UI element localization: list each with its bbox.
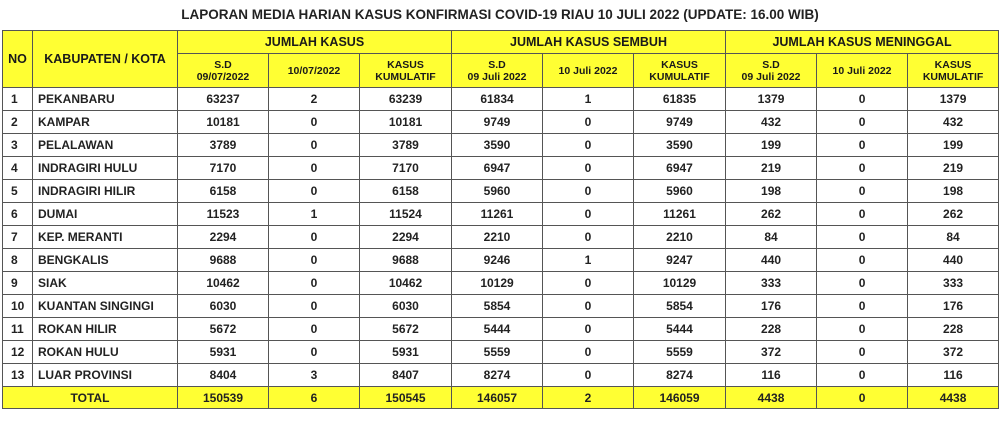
subheader-line: 09 Juli 2022 bbox=[741, 70, 801, 83]
value-cell: 6030 bbox=[178, 295, 269, 318]
value-cell: 0 bbox=[817, 226, 908, 249]
value-cell: 11523 bbox=[178, 203, 269, 226]
value-cell: 8274 bbox=[634, 364, 726, 387]
subheader-line: KUMULATIF bbox=[649, 70, 710, 83]
table-row bbox=[3, 203, 999, 226]
row-number: 2 bbox=[3, 111, 33, 134]
value-cell: 219 bbox=[726, 157, 817, 180]
row-number: 6 bbox=[3, 203, 33, 226]
value-cell: 6158 bbox=[360, 180, 452, 203]
row-number: 10 bbox=[3, 295, 33, 318]
value-cell: 10181 bbox=[360, 111, 452, 134]
value-cell: 0 bbox=[543, 341, 634, 364]
value-cell: 8274 bbox=[452, 364, 543, 387]
value-cell: 198 bbox=[908, 180, 999, 203]
header-group-deaths: JUMLAH KASUS MENINGGAL bbox=[726, 31, 999, 54]
value-cell: 0 bbox=[543, 318, 634, 341]
table-row bbox=[3, 157, 999, 180]
region-name: KAMPAR bbox=[33, 111, 178, 134]
table-row bbox=[3, 295, 999, 318]
value-cell: 333 bbox=[726, 272, 817, 295]
value-cell: 10462 bbox=[178, 272, 269, 295]
value-cell: 228 bbox=[726, 318, 817, 341]
table-row bbox=[3, 341, 999, 364]
value-cell: 10129 bbox=[634, 272, 726, 295]
region-name: INDRAGIRI HILIR bbox=[33, 180, 178, 203]
value-cell: 0 bbox=[817, 134, 908, 157]
value-cell: 9247 bbox=[634, 249, 726, 272]
header-region: KABUPATEN / KOTA bbox=[33, 31, 178, 88]
value-cell: 0 bbox=[269, 157, 360, 180]
value-cell: 219 bbox=[908, 157, 999, 180]
value-cell: 2210 bbox=[452, 226, 543, 249]
value-cell: 2294 bbox=[178, 226, 269, 249]
value-cell: 7170 bbox=[360, 157, 452, 180]
value-cell: 10462 bbox=[360, 272, 452, 295]
value-cell: 5559 bbox=[634, 341, 726, 364]
subheader-3 bbox=[452, 54, 543, 88]
total-value: 4438 bbox=[726, 387, 817, 409]
total-value: 146057 bbox=[452, 387, 543, 409]
row-number: 1 bbox=[3, 88, 33, 111]
subheader-line: 10 Juli 2022 bbox=[558, 64, 618, 77]
value-cell: 61835 bbox=[634, 88, 726, 111]
value-cell: 0 bbox=[817, 88, 908, 111]
value-cell: 5931 bbox=[360, 341, 452, 364]
region-name: KEP. MERANTI bbox=[33, 226, 178, 249]
value-cell: 432 bbox=[726, 111, 817, 134]
header-no: NO bbox=[3, 31, 33, 88]
total-value: 0 bbox=[817, 387, 908, 409]
value-cell: 6158 bbox=[178, 180, 269, 203]
report-title: LAPORAN MEDIA HARIAN KASUS KONFIRMASI COVID-19 RIAU 10 JULI 2022 (UPDATE: 16.00 WIB) bbox=[181, 7, 819, 22]
value-cell: 3590 bbox=[452, 134, 543, 157]
value-cell: 228 bbox=[908, 318, 999, 341]
value-cell: 199 bbox=[726, 134, 817, 157]
table-row bbox=[3, 111, 999, 134]
total-value: 146059 bbox=[634, 387, 726, 409]
region-name: KUANTAN SINGINGI bbox=[33, 295, 178, 318]
value-cell: 262 bbox=[908, 203, 999, 226]
value-cell: 84 bbox=[726, 226, 817, 249]
total-label: TOTAL bbox=[3, 387, 178, 409]
table-row bbox=[3, 134, 999, 157]
header-group-cases: JUMLAH KASUS bbox=[178, 31, 452, 54]
value-cell: 61834 bbox=[452, 88, 543, 111]
value-cell: 0 bbox=[269, 111, 360, 134]
total-value: 150539 bbox=[178, 387, 269, 409]
value-cell: 0 bbox=[543, 180, 634, 203]
value-cell: 0 bbox=[269, 295, 360, 318]
value-cell: 11524 bbox=[360, 203, 452, 226]
value-cell: 5559 bbox=[452, 341, 543, 364]
value-cell: 0 bbox=[817, 364, 908, 387]
row-number: 5 bbox=[3, 180, 33, 203]
row-number: 3 bbox=[3, 134, 33, 157]
value-cell: 1379 bbox=[908, 88, 999, 111]
value-cell: 0 bbox=[817, 180, 908, 203]
value-cell: 0 bbox=[817, 157, 908, 180]
value-cell: 0 bbox=[817, 341, 908, 364]
row-number: 4 bbox=[3, 157, 33, 180]
total-value: 4438 bbox=[908, 387, 999, 409]
value-cell: 2294 bbox=[360, 226, 452, 249]
value-cell: 9246 bbox=[452, 249, 543, 272]
value-cell: 3 bbox=[269, 364, 360, 387]
total-value: 6 bbox=[269, 387, 360, 409]
value-cell: 8407 bbox=[360, 364, 452, 387]
value-cell: 262 bbox=[726, 203, 817, 226]
row-number: 12 bbox=[3, 341, 33, 364]
value-cell: 0 bbox=[817, 272, 908, 295]
subheader-2 bbox=[360, 54, 452, 88]
header-group-recovered: JUMLAH KASUS SEMBUH bbox=[452, 31, 726, 54]
subheader-line: KASUS bbox=[387, 58, 424, 71]
value-cell: 0 bbox=[269, 249, 360, 272]
value-cell: 432 bbox=[908, 111, 999, 134]
value-cell: 5672 bbox=[360, 318, 452, 341]
value-cell: 5931 bbox=[178, 341, 269, 364]
value-cell: 5854 bbox=[452, 295, 543, 318]
row-number: 8 bbox=[3, 249, 33, 272]
region-name: LUAR PROVINSI bbox=[33, 364, 178, 387]
value-cell: 0 bbox=[269, 272, 360, 295]
value-cell: 5444 bbox=[634, 318, 726, 341]
region-name: SIAK bbox=[33, 272, 178, 295]
value-cell: 176 bbox=[908, 295, 999, 318]
value-cell: 10181 bbox=[178, 111, 269, 134]
value-cell: 1 bbox=[543, 88, 634, 111]
subheader-8 bbox=[908, 54, 999, 88]
value-cell: 11261 bbox=[634, 203, 726, 226]
value-cell: 2210 bbox=[634, 226, 726, 249]
row-number: 13 bbox=[3, 364, 33, 387]
region-name: PEKANBARU bbox=[33, 88, 178, 111]
region-name: ROKAN HILIR bbox=[33, 318, 178, 341]
value-cell: 198 bbox=[726, 180, 817, 203]
value-cell: 0 bbox=[269, 341, 360, 364]
value-cell: 1 bbox=[543, 249, 634, 272]
value-cell: 10129 bbox=[452, 272, 543, 295]
row-number: 9 bbox=[3, 272, 33, 295]
total-value: 150545 bbox=[360, 387, 452, 409]
value-cell: 0 bbox=[817, 203, 908, 226]
value-cell: 0 bbox=[543, 111, 634, 134]
value-cell: 6947 bbox=[634, 157, 726, 180]
table-row bbox=[3, 88, 999, 111]
value-cell: 0 bbox=[817, 111, 908, 134]
covid-report-table bbox=[2, 30, 999, 409]
region-name: PELALAWAN bbox=[33, 134, 178, 157]
value-cell: 0 bbox=[817, 318, 908, 341]
value-cell: 372 bbox=[908, 341, 999, 364]
value-cell: 0 bbox=[269, 134, 360, 157]
region-name: INDRAGIRI HULU bbox=[33, 157, 178, 180]
subheader-line: KUMULATIF bbox=[922, 70, 984, 83]
value-cell: 5960 bbox=[452, 180, 543, 203]
region-name: BENGKALIS bbox=[33, 249, 178, 272]
value-cell: 63237 bbox=[178, 88, 269, 111]
value-cell: 0 bbox=[269, 226, 360, 249]
total-row bbox=[3, 387, 999, 409]
value-cell: 0 bbox=[543, 157, 634, 180]
subheader-5 bbox=[634, 54, 726, 88]
value-cell: 9688 bbox=[360, 249, 452, 272]
value-cell: 0 bbox=[269, 318, 360, 341]
value-cell: 84 bbox=[908, 226, 999, 249]
value-cell: 9749 bbox=[634, 111, 726, 134]
table-row bbox=[3, 180, 999, 203]
subheader-line: KASUS bbox=[934, 58, 972, 71]
subheader-line: S.D bbox=[214, 58, 232, 71]
table-row bbox=[3, 364, 999, 387]
value-cell: 5444 bbox=[452, 318, 543, 341]
value-cell: 9749 bbox=[452, 111, 543, 134]
value-cell: 5672 bbox=[178, 318, 269, 341]
value-cell: 372 bbox=[726, 341, 817, 364]
value-cell: 3789 bbox=[178, 134, 269, 157]
value-cell: 1379 bbox=[726, 88, 817, 111]
subheader-6 bbox=[726, 54, 817, 88]
value-cell: 440 bbox=[726, 249, 817, 272]
value-cell: 6030 bbox=[360, 295, 452, 318]
value-cell: 8404 bbox=[178, 364, 269, 387]
subheader-line: 10/07/2022 bbox=[287, 64, 341, 77]
subheader-line: KASUS bbox=[661, 58, 698, 71]
value-cell: 0 bbox=[543, 203, 634, 226]
value-cell: 0 bbox=[269, 180, 360, 203]
value-cell: 6947 bbox=[452, 157, 543, 180]
value-cell: 0 bbox=[543, 134, 634, 157]
value-cell: 5854 bbox=[634, 295, 726, 318]
table-row bbox=[3, 249, 999, 272]
subheader-line: S.D bbox=[762, 58, 780, 71]
value-cell: 1 bbox=[269, 203, 360, 226]
value-cell: 9688 bbox=[178, 249, 269, 272]
value-cell: 0 bbox=[543, 272, 634, 295]
value-cell: 0 bbox=[543, 295, 634, 318]
value-cell: 11261 bbox=[452, 203, 543, 226]
subheader-1 bbox=[269, 54, 360, 88]
row-number: 7 bbox=[3, 226, 33, 249]
value-cell: 5960 bbox=[634, 180, 726, 203]
subheader-line: 09/07/2022 bbox=[196, 70, 250, 83]
value-cell: 0 bbox=[543, 226, 634, 249]
subheader-4 bbox=[543, 54, 634, 88]
subheader-line: 10 Juli 2022 bbox=[832, 64, 892, 77]
value-cell: 116 bbox=[726, 364, 817, 387]
value-cell: 116 bbox=[908, 364, 999, 387]
value-cell: 176 bbox=[726, 295, 817, 318]
value-cell: 0 bbox=[817, 249, 908, 272]
value-cell: 3590 bbox=[634, 134, 726, 157]
value-cell: 63239 bbox=[360, 88, 452, 111]
value-cell: 2 bbox=[269, 88, 360, 111]
subheader-line: 09 Juli 2022 bbox=[467, 70, 527, 83]
total-value: 2 bbox=[543, 387, 634, 409]
subheader-0 bbox=[178, 54, 269, 88]
value-cell: 440 bbox=[908, 249, 999, 272]
row-number: 11 bbox=[3, 318, 33, 341]
subheader-7 bbox=[817, 54, 908, 88]
subheader-line: KUMULATIF bbox=[375, 70, 436, 83]
table-row bbox=[3, 272, 999, 295]
value-cell: 199 bbox=[908, 134, 999, 157]
region-name: ROKAN HULU bbox=[33, 341, 178, 364]
subheader-line: S.D bbox=[488, 58, 506, 71]
table-row bbox=[3, 226, 999, 249]
table-row bbox=[3, 318, 999, 341]
value-cell: 0 bbox=[817, 295, 908, 318]
value-cell: 0 bbox=[543, 364, 634, 387]
region-name: DUMAI bbox=[33, 203, 178, 226]
value-cell: 7170 bbox=[178, 157, 269, 180]
value-cell: 333 bbox=[908, 272, 999, 295]
value-cell: 3789 bbox=[360, 134, 452, 157]
